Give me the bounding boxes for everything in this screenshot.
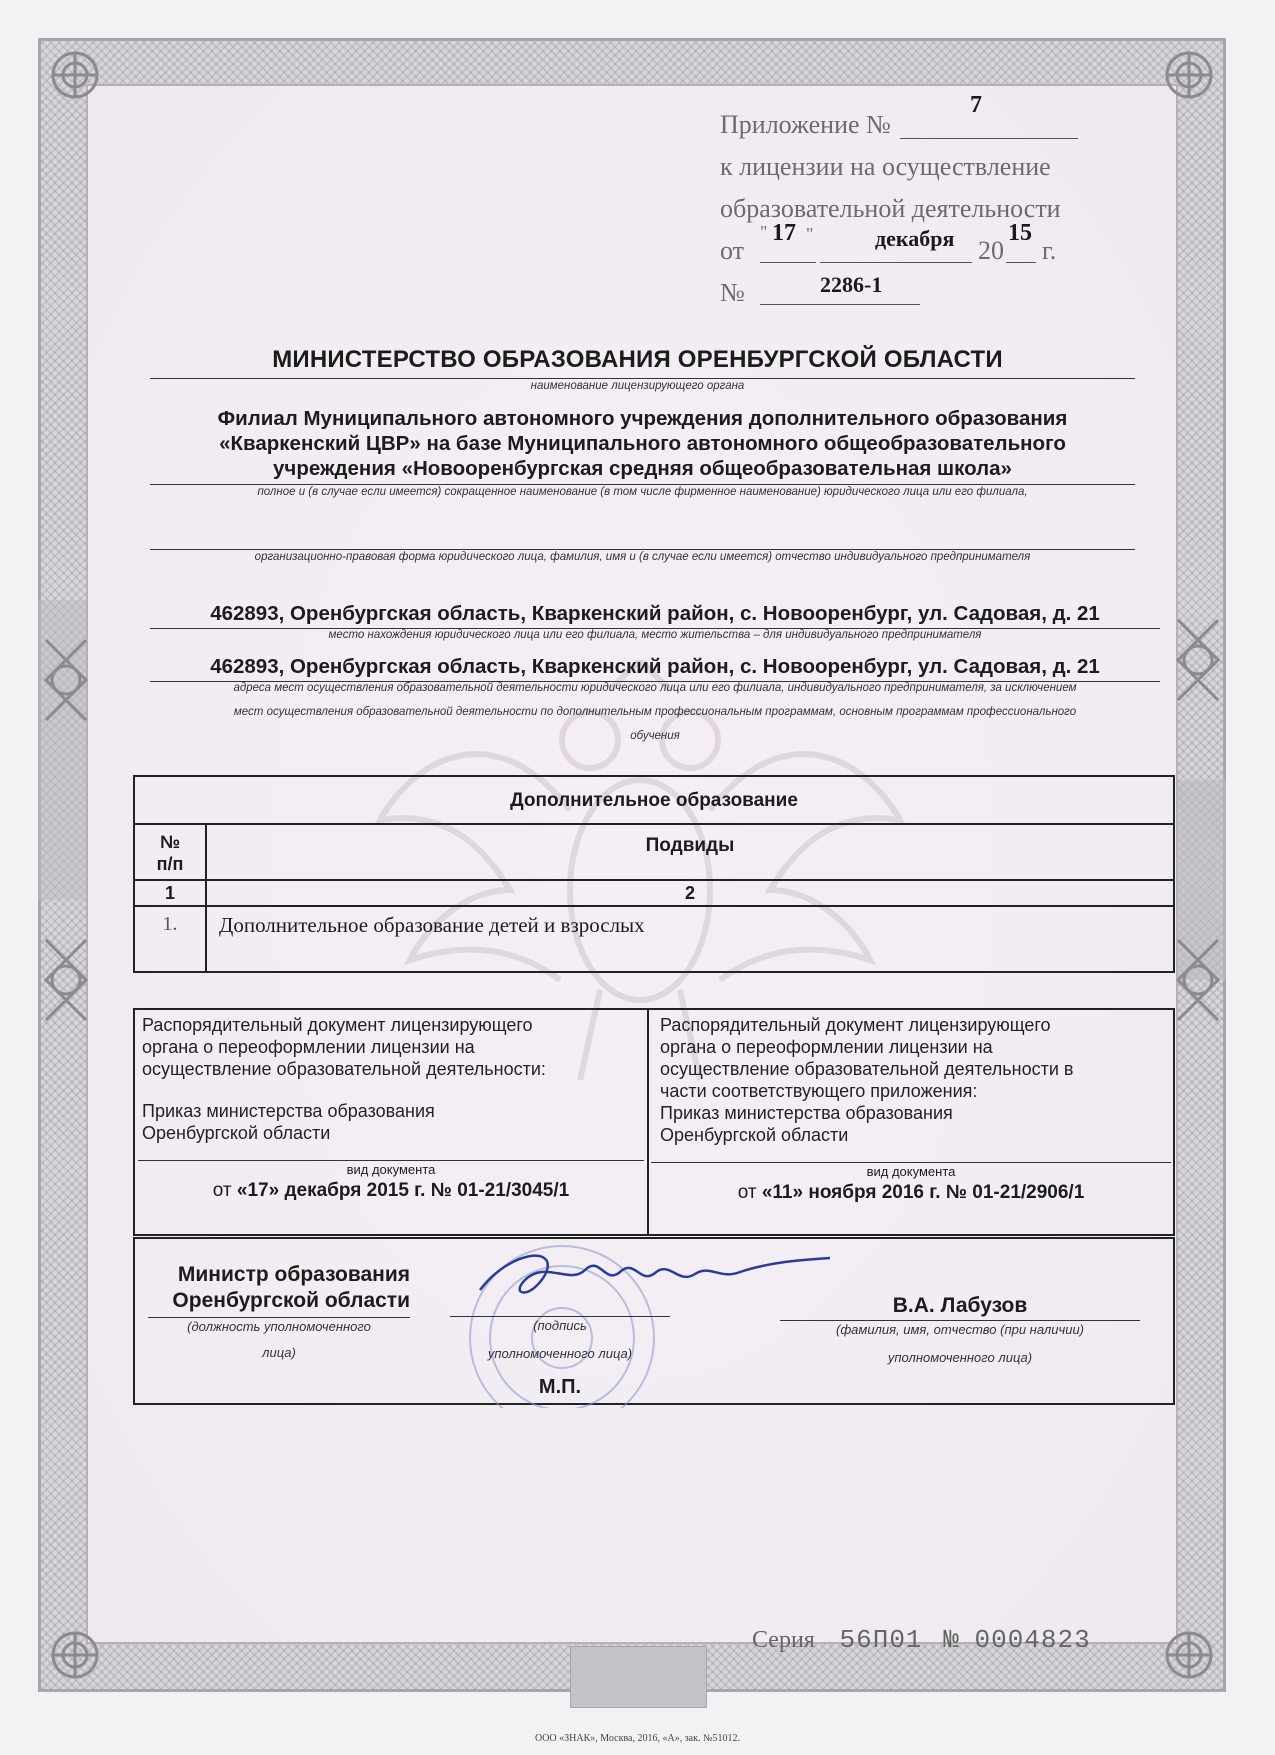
organization-line2: «Кваркенский ЦВР» на базе Муниципального автономного общеобразовательного <box>219 432 1066 455</box>
license-no-prefix: № <box>720 278 745 307</box>
order-right-reference: от «11» ноября 2016 г. № 01-21/2906/1 <box>737 1182 1085 1203</box>
signatory-position: Министр образования Оренбургской области <box>172 1263 410 1312</box>
date-open-quote: " <box>760 222 768 242</box>
appendix-number: 7 <box>970 92 982 118</box>
printer-footer: ООО «ЗНАК», Москва, 2016, «А», зак. №51012. <box>534 1733 740 1744</box>
series-no-sign: № <box>943 1625 960 1655</box>
order-right-text: Распорядительный документ лицензирующего органа о переоформлении лицензии на осуществление образовательной деятельности в части соответствующего приложения: Приказ министерства образования Оренбургской области <box>660 1015 1074 1145</box>
appendix-date-month: декабря <box>875 226 955 251</box>
knot-ornament-icon <box>36 920 96 1040</box>
table-col-index-2: 2 <box>207 881 1173 907</box>
authority-underline <box>150 378 1135 379</box>
organization-form-underline <box>150 549 1135 550</box>
knot-ornament-icon <box>40 1620 110 1690</box>
signatory-name: В.А. Лабузов <box>892 1294 1028 1317</box>
series-number: 0004823 <box>974 1625 1091 1655</box>
appendix-number-underline <box>900 138 1078 139</box>
order-left-reference: от «17» декабря 2015 г. № 01-21/3045/1 <box>212 1180 570 1201</box>
knot-ornament-icon <box>40 40 110 110</box>
date-year-g: г. <box>1042 236 1057 265</box>
date-year-underline <box>1006 262 1036 263</box>
appendix-label: Приложение № <box>720 110 891 139</box>
activity-place-caption1: адреса мест осуществления образовательной деятельности юридического лица или его филиала, индивидуального предпринимателя, за исключением <box>233 682 1077 694</box>
table-header-subtypes: Подвиды <box>207 825 1173 881</box>
order-left-underline <box>138 1160 644 1161</box>
table-col-index-1: 1 <box>135 881 207 907</box>
date-day-underline <box>760 262 816 263</box>
activity-place-address: 462893, Оренбургская область, Кваркенский район, с. Новооренбург, ул. Садовая, д. 21 <box>210 655 1100 678</box>
order-left-caption: вид документа <box>346 1162 436 1177</box>
licensing-authority-title: МИНИСТЕРСТВО ОБРАЗОВАНИЯ ОРЕНБУРГСКОЙ ОБЛАСТИ <box>272 346 1003 373</box>
bottom-tab-ornament <box>570 1646 707 1708</box>
order-left-text: Распорядительный документ лицензирующего органа о переоформлении лицензии на осуществление образовательной деятельности: Приказ министерства образования Оренбургской области <box>142 1015 546 1143</box>
organization-name <box>150 406 1135 481</box>
date-year-suffix: 15 <box>1008 220 1032 246</box>
orders-divider <box>647 1010 649 1234</box>
authority-caption: наименование лицензирующего органа <box>530 380 745 392</box>
signature-caption2: уполномоченного лица) <box>487 1346 633 1361</box>
table-section-title: Дополнительное образование <box>135 777 1173 825</box>
location-address: 462893, Оренбургская область, Кваркенский район, с. Новооренбург, ул. Садовая, д. 21 <box>210 602 1100 625</box>
knot-ornament-icon <box>1154 40 1224 110</box>
order-right-underline <box>651 1162 1171 1163</box>
organization-line3: учреждения «Новооренбургская средняя общеобразовательная школа» <box>273 457 1012 480</box>
organization-line1: Филиал Муниципального автономного учреждения дополнительного образования <box>217 407 1068 430</box>
appendix-date-day: 17 <box>772 220 796 246</box>
activity-place-caption2: мест осуществления образовательной деятельности по дополнительным профессиональным программам, основным программам профессионального <box>233 706 1077 718</box>
knot-ornament-icon <box>36 620 96 740</box>
position-caption2: лица) <box>262 1345 296 1360</box>
series-label: Серия <box>752 1627 815 1653</box>
form-series <box>752 1625 1091 1655</box>
table-header-number: № п/п <box>135 825 207 881</box>
name-caption2: уполномоченного лица) <box>887 1350 1033 1365</box>
date-close-quote: " <box>806 224 814 244</box>
name-caption1: (фамилия, имя, отчество (при наличии) <box>835 1322 1084 1337</box>
organization-underline <box>150 484 1135 485</box>
seal-label: М.П. <box>538 1376 582 1398</box>
signature-underline <box>450 1316 670 1317</box>
position-caption1: (должность уполномоченного <box>187 1319 371 1334</box>
name-underline <box>780 1320 1140 1321</box>
organization-caption1: полное и (в случае если имеется) сокращенное наименование (в том числе фирменное наименование) юридического лица или его филиала, <box>257 486 1028 498</box>
education-subtypes-table <box>133 775 1175 973</box>
appendix-line2: к лицензии на осуществление <box>720 152 1051 181</box>
appendix-line3: образовательной деятельности <box>720 194 1061 223</box>
table-row-name: Дополнительное образование детей и взрослых <box>219 913 645 937</box>
signature-caption1: (подпись <box>533 1318 587 1333</box>
position-underline <box>148 1317 410 1318</box>
knot-ornament-icon <box>1154 1620 1224 1690</box>
activity-place-caption3: обучения <box>630 730 680 742</box>
license-number-underline <box>760 304 920 305</box>
organization-caption2: организационно-правовая форма юридического лица, фамилия, имя и (в случае если имеется) отчество индивидуального предпринимателя <box>254 551 1031 563</box>
license-number: 2286-1 <box>820 272 883 297</box>
series-code: 56П01 <box>839 1625 923 1655</box>
table-row-number: 1. <box>135 907 207 971</box>
date-year-prefix: 20 <box>978 236 1004 265</box>
location-caption: место нахождения юридического лица или его филиала, место жительства – для индивидуального предпринимателя <box>328 629 982 641</box>
knot-ornament-icon <box>1168 920 1228 1040</box>
knot-ornament-icon <box>1168 600 1228 720</box>
order-right-caption: вид документа <box>866 1164 956 1179</box>
date-month-underline <box>820 262 972 263</box>
appendix-date-prefix: от <box>720 236 745 265</box>
